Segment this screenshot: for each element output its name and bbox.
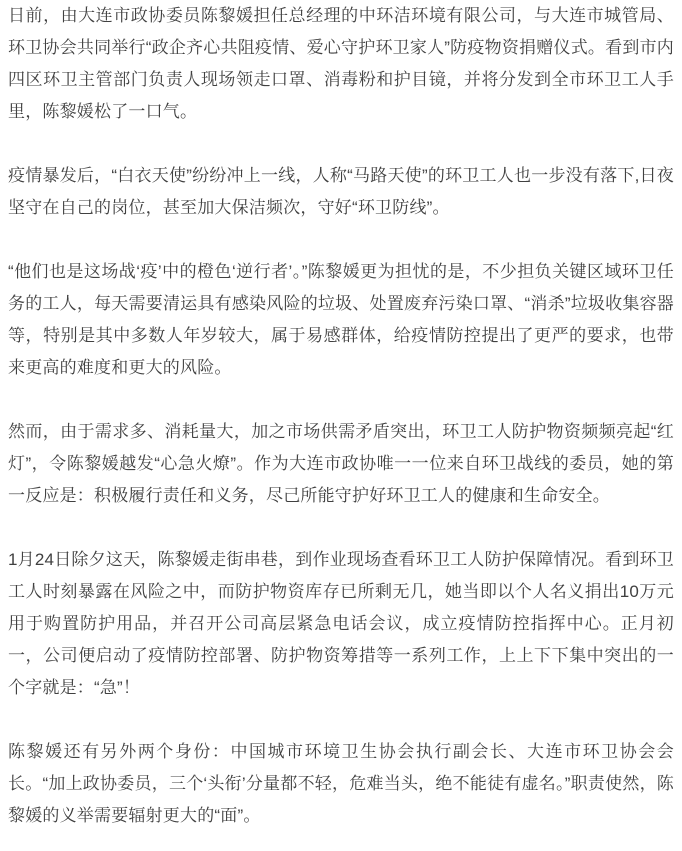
- paragraph: 1月24日除夕这天，陈黎媛走街串巷，到作业现场查看环卫工人防护保障情况。看到环卫工人时刻暴露在风险之中，而防护物资库存已所剩无几，她当即以个人名义捐出10万元用于购置防护用品，并召开公司高层紧急电话会议，成立疫情防控指挥中心。正月初一，公司便启动了疫情防控部署、防护物资筹措等一系列工作，上上下下集中突出的一个字就是：“急”！: [8, 550, 674, 697]
- paragraph: “他们也是这场战‘疫’中的橙色‘逆行者’。”陈黎媛更为担忧的是，不少担负关键区域环卫任务的工人，每天需要清运具有感染风险的垃圾、处置废弃污染口罩、“消杀”垃圾收集容器等，特别是其中多数人年岁较大，属于易感群体，给疫情防控提出了更严的要求，也带来更高的难度和更大的风险。: [8, 262, 674, 377]
- paragraph: 陈黎媛还有另外两个身份：中国城市环境卫生协会执行副会长、大连市环卫协会会长。“加上政协委员，三个‘头衔’分量都不轻，危难当头，绝不能徒有虚名。”职责使然，陈黎媛的义举需要辐射更大的“面”。: [8, 742, 674, 825]
- paragraph: 然而，由于需求多、消耗量大，加之市场供需矛盾突出，环卫工人防护物资频频亮起“红灯”，令陈黎媛越发“心急火燎”。作为大连市政协唯一一位来自环卫战线的委员，她的第一反应是：积极履行责任和义务，尽己所能守护好环卫工人的健康和生命安全。: [8, 422, 674, 505]
- paragraph: 疫情暴发后，“白衣天使”纷纷冲上一线，人称“马路天使”的环卫工人也一步没有落下,日夜坚守在自己的岗位，甚至加大保洁频次，守好“环卫防线”。: [8, 166, 674, 217]
- paragraph: 日前，由大连市政协委员陈黎媛担任总经理的中环洁环境有限公司，与大连市城管局、环卫协会共同举行“政企齐心共阻疫情、爱心守护环卫家人”防疫物资捐赠仪式。看到市内四区环卫主管部门负责人现场领走口罩、消毒粉和护目镜，并将分发到全市环卫工人手里，陈黎媛松了一口气。: [8, 6, 674, 121]
